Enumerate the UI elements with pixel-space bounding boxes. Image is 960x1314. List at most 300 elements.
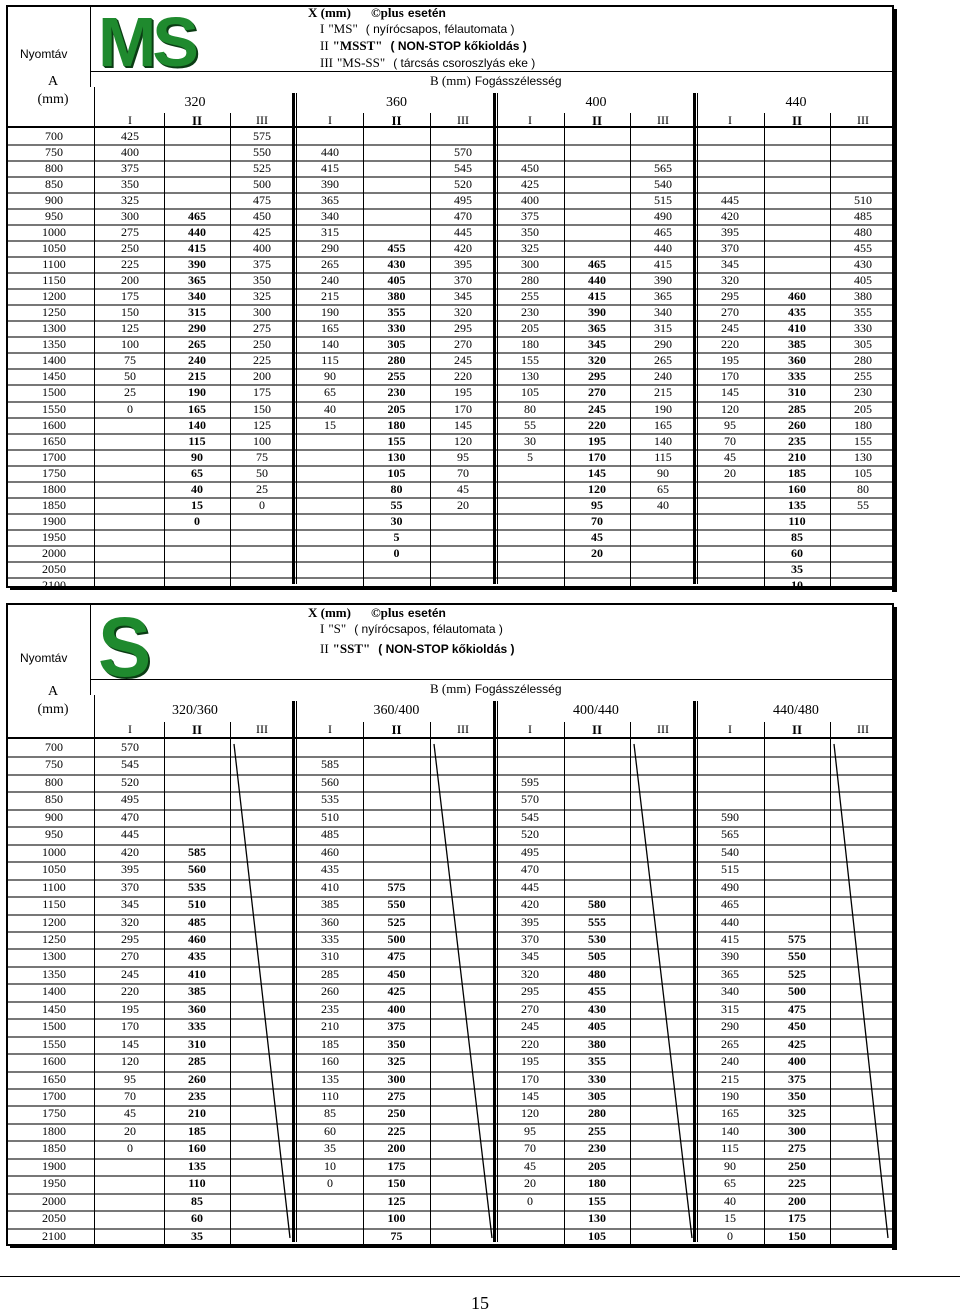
width-value-cell: 450 [253, 209, 271, 224]
width-value-cell: 250 [387, 1106, 406, 1121]
track-width-cell: 1850 [42, 1141, 66, 1156]
width-value-cell: 415 [321, 161, 339, 176]
width-value-cell: 485 [321, 827, 339, 842]
width-value-cell: 525 [387, 914, 406, 929]
width-value-cell: 335 [788, 369, 806, 384]
width-value-cell: 115 [654, 449, 672, 464]
nyomtav-label: Nyomtáv [20, 651, 68, 665]
variant-column-header: I [328, 722, 332, 736]
variant-column-header: II [591, 113, 603, 128]
variant-desc: ( nyírócsapos, félautomata ) [365, 22, 515, 36]
width-value-cell: 90 [191, 449, 203, 464]
width-value-cell: 485 [188, 914, 206, 929]
width-value-cell: 170 [121, 1019, 139, 1034]
variant-roman: I [320, 621, 325, 636]
width-value-cell: 195 [121, 1001, 139, 1016]
width-value-cell: 500 [387, 931, 406, 946]
width-value-cell: 150 [121, 305, 139, 320]
eseten-label: esetén [407, 606, 446, 620]
width-value-cell: 185 [321, 1036, 339, 1051]
width-value-cell: 135 [188, 1158, 206, 1173]
width-value-cell: 430 [588, 1001, 606, 1016]
width-value-cell: 210 [321, 1019, 339, 1034]
width-value-cell: 480 [854, 225, 872, 240]
width-value-cell: 170 [721, 369, 739, 384]
variant-line [320, 641, 515, 657]
width-value-cell: 185 [188, 1123, 206, 1138]
width-value-cell: 270 [721, 305, 739, 320]
variant-column-header: I [328, 113, 332, 127]
width-value-cell: 465 [588, 257, 606, 272]
width-value-cell: 160 [788, 481, 806, 496]
width-value-cell: 110 [321, 1089, 339, 1103]
width-value-cell: 205 [521, 321, 539, 336]
width-value-cell: 10 [324, 1158, 336, 1173]
track-width-cell: 1550 [42, 401, 66, 416]
width-value-cell: 360 [321, 914, 339, 929]
width-value-cell: 300 [121, 209, 139, 224]
width-value-cell: 325 [387, 1054, 406, 1069]
header-rule [90, 71, 892, 72]
width-value-cell: 435 [788, 305, 806, 320]
track-width-cell: 700 [45, 740, 63, 754]
width-value-cell: 205 [854, 401, 872, 416]
width-value-cell: 385 [321, 897, 339, 912]
width-value-cell: 215 [721, 1071, 739, 1086]
width-value-cell: 575 [387, 879, 406, 894]
width-value-cell: 330 [387, 321, 406, 336]
width-value-cell: 400 [788, 1054, 806, 1069]
width-value-cell: 345 [588, 337, 606, 352]
width-value-cell: 30 [390, 513, 403, 528]
track-width-cell: 1350 [42, 966, 66, 981]
track-width-cell: 1900 [42, 1158, 66, 1173]
width-value-cell: 185 [788, 465, 806, 480]
variant-column-header: I [128, 113, 132, 127]
width-value-cell: 500 [788, 984, 806, 999]
variant-line [320, 55, 535, 71]
width-value-cell: 415 [588, 289, 606, 304]
width-value-cell: 70 [524, 1141, 536, 1156]
width-value-cell: 95 [591, 497, 603, 512]
plus-brand: ©plus [370, 5, 404, 20]
width-value-cell: 495 [454, 193, 472, 208]
width-value-cell: 255 [521, 289, 539, 304]
variant-column-header: II [391, 113, 402, 128]
track-width-cell: 1500 [42, 1019, 66, 1034]
width-value-cell: 110 [788, 513, 806, 528]
variant-column-header: III [457, 113, 469, 127]
variant-column-header: II [791, 113, 803, 128]
width-value-cell: 365 [188, 273, 206, 288]
width-value-cell: 105 [387, 465, 406, 480]
width-value-cell: 275 [253, 321, 271, 336]
width-value-cell: 300 [788, 1123, 806, 1138]
width-value-cell: 390 [188, 257, 206, 272]
track-width-cell: 1750 [42, 1106, 66, 1121]
width-value-cell: 550 [253, 145, 271, 160]
width-value-cell: 120 [521, 1106, 539, 1121]
variant-desc: ( nyírócsapos, félautomata ) [354, 622, 503, 636]
width-value-cell: 595 [521, 774, 539, 789]
width-value-cell: 455 [854, 241, 872, 256]
width-value-cell: 285 [188, 1054, 206, 1069]
width-value-cell: 145 [454, 417, 472, 432]
width-value-cell: 220 [121, 984, 139, 999]
width-value-cell: 550 [387, 897, 406, 912]
width-group-header: 400/440 [573, 703, 619, 718]
track-width-cell: 2050 [42, 1211, 66, 1226]
width-value-cell: 390 [654, 273, 672, 288]
variant-roman: II [320, 38, 329, 53]
variant-column-header: III [657, 113, 669, 127]
width-value-cell: 490 [721, 879, 739, 894]
width-value-cell: 250 [253, 337, 271, 352]
header-rule [90, 679, 892, 680]
width-value-cell: 45 [524, 1158, 536, 1173]
track-width-cell: 1300 [42, 321, 66, 336]
width-value-cell: 400 [521, 193, 539, 208]
width-value-cell: 15 [191, 497, 203, 512]
width-value-cell: 465 [654, 225, 672, 240]
width-value-cell: 20 [724, 465, 736, 480]
variant-line [320, 621, 503, 637]
width-value-cell: 130 [588, 1211, 606, 1226]
variant-code: "MS" [328, 21, 358, 36]
width-value-cell: 275 [387, 1089, 406, 1103]
variant-roman: III [320, 55, 333, 70]
width-value-cell: 35 [191, 1228, 203, 1243]
variant-code: "SST" [332, 641, 371, 656]
track-width-cell: 1900 [42, 513, 66, 528]
b-desc: Fogásszélesség [474, 74, 562, 88]
width-value-cell: 560 [188, 862, 206, 877]
width-value-cell: 260 [321, 984, 339, 999]
width-value-cell: 55 [524, 417, 536, 432]
width-value-cell: 440 [654, 241, 672, 256]
width-value-cell: 545 [121, 757, 139, 772]
width-value-cell: 330 [854, 321, 872, 336]
width-value-cell: 395 [721, 225, 739, 240]
a-label: A [47, 74, 59, 89]
width-value-cell: 280 [588, 1106, 606, 1121]
width-value-cell: 285 [788, 401, 806, 416]
track-width-cell: 750 [45, 145, 63, 160]
width-value-cell: 110 [188, 1176, 206, 1191]
width-value-cell: 300 [521, 257, 539, 272]
width-value-cell: 415 [721, 931, 739, 946]
width-value-cell: 140 [654, 433, 672, 448]
track-width-cell: 1700 [42, 449, 66, 464]
x-title: X (mm) [308, 5, 351, 20]
width-value-cell: 190 [654, 401, 672, 416]
width-value-cell: 540 [721, 844, 739, 859]
width-value-cell: 435 [321, 862, 339, 877]
width-value-cell: 300 [253, 305, 271, 320]
width-value-cell: 305 [588, 1089, 606, 1103]
width-value-cell: 20 [124, 1123, 136, 1138]
width-value-cell: 380 [854, 289, 872, 304]
width-value-cell: 125 [121, 321, 139, 336]
width-value-cell: 60 [191, 1211, 203, 1226]
width-value-cell: 320 [521, 966, 539, 981]
width-value-cell: 280 [854, 353, 872, 368]
width-value-cell: 400 [387, 1001, 406, 1016]
width-value-cell: 250 [788, 1158, 806, 1173]
width-value-cell: 50 [256, 465, 268, 480]
width-value-cell: 585 [321, 757, 339, 772]
width-value-cell: 245 [521, 1019, 539, 1034]
width-value-cell: 370 [454, 273, 472, 288]
x-title-line [308, 5, 446, 21]
width-value-cell: 325 [788, 1106, 806, 1121]
width-value-cell: 25 [124, 385, 136, 400]
track-width-cell: 1600 [42, 417, 66, 432]
width-value-cell: 115 [188, 433, 206, 448]
track-width-cell: 1750 [42, 465, 66, 480]
variant-desc: ( NON-STOP kőkioldás ) [390, 39, 527, 53]
width-value-cell: 35 [324, 1141, 336, 1156]
width-value-cell: 90 [324, 369, 336, 384]
width-value-cell: 325 [121, 193, 139, 208]
width-value-cell: 175 [253, 385, 271, 400]
track-width-cell: 900 [45, 809, 63, 824]
width-value-cell: 345 [721, 257, 739, 272]
nyomtav-divider [90, 603, 91, 695]
width-value-cell: 205 [588, 1158, 606, 1173]
width-value-cell: 125 [253, 417, 271, 432]
width-value-cell: 135 [788, 497, 806, 512]
table-shadow-bottom [10, 1244, 897, 1248]
width-value-cell: 310 [321, 949, 339, 964]
width-value-cell: 105 [854, 465, 872, 480]
width-value-cell: 570 [521, 792, 539, 807]
variant-column-header: III [256, 113, 268, 127]
width-value-cell: 330 [588, 1071, 606, 1086]
width-value-cell: 0 [327, 1176, 333, 1191]
width-value-cell: 400 [121, 145, 139, 160]
width-value-cell: 155 [387, 433, 406, 448]
width-value-cell: 160 [188, 1141, 206, 1156]
width-value-cell: 265 [188, 337, 206, 352]
width-value-cell: 45 [124, 1106, 136, 1121]
width-value-cell: 85 [191, 1193, 203, 1208]
width-value-cell: 410 [788, 321, 806, 336]
width-value-cell: 510 [188, 897, 206, 912]
width-value-cell: 375 [253, 257, 271, 272]
width-group-header: 360/400 [373, 703, 420, 718]
width-value-cell: 390 [588, 305, 606, 320]
width-value-cell: 140 [188, 417, 206, 432]
track-width-cell: 1300 [42, 949, 66, 964]
width-value-cell: 515 [654, 193, 672, 208]
width-value-cell: 340 [188, 289, 206, 304]
width-value-cell: 315 [654, 321, 672, 336]
width-value-cell: 75 [124, 353, 136, 368]
width-value-cell: 85 [791, 529, 803, 544]
width-value-cell: 95 [124, 1071, 136, 1086]
variant-code: "MSST" [332, 38, 383, 53]
width-value-cell: 400 [253, 241, 271, 256]
width-value-cell: 540 [654, 177, 672, 192]
width-value-cell: 350 [121, 177, 139, 192]
width-value-cell: 270 [521, 1001, 539, 1016]
width-value-cell: 465 [188, 209, 206, 224]
width-value-cell: 5 [527, 449, 533, 464]
not-available-diagonal [230, 740, 294, 1242]
width-value-cell: 545 [454, 161, 472, 176]
width-value-cell: 60 [791, 545, 803, 560]
width-value-cell: 255 [387, 369, 406, 384]
width-value-cell: 425 [253, 225, 271, 240]
width-value-cell: 0 [527, 1193, 533, 1208]
width-value-cell: 425 [387, 984, 406, 999]
width-value-cell: 495 [521, 844, 539, 859]
width-value-cell: 295 [588, 369, 606, 384]
width-value-cell: 350 [387, 1036, 406, 1051]
width-value-cell: 295 [721, 289, 739, 304]
width-value-cell: 450 [387, 966, 406, 981]
width-value-cell: 470 [521, 862, 539, 877]
width-value-cell: 125 [387, 1193, 406, 1208]
width-value-cell: 85 [324, 1106, 336, 1121]
track-width-cell: 1450 [42, 1001, 66, 1016]
width-value-cell: 265 [654, 353, 672, 368]
width-value-cell: 20 [591, 545, 603, 560]
track-width-cell: 1250 [42, 931, 66, 946]
width-value-cell: 475 [788, 1001, 806, 1016]
width-value-cell: 365 [588, 321, 606, 336]
width-value-cell: 295 [521, 984, 539, 999]
width-value-cell: 375 [788, 1071, 806, 1086]
width-value-cell: 570 [121, 740, 139, 754]
width-value-cell: 115 [321, 353, 339, 368]
width-value-cell: 305 [387, 337, 406, 352]
width-value-cell: 195 [588, 433, 606, 448]
width-value-cell: 200 [121, 273, 139, 288]
track-width-cell: 800 [45, 161, 63, 176]
width-value-cell: 355 [854, 305, 872, 320]
not-available-diagonal [830, 740, 892, 1242]
width-value-cell: 495 [121, 792, 139, 807]
variant-column-header: II [591, 722, 603, 737]
width-value-cell: 445 [721, 193, 739, 208]
width-value-cell: 240 [188, 353, 206, 368]
width-value-cell: 395 [121, 862, 139, 877]
width-value-cell: 120 [454, 433, 472, 448]
width-value-cell: 75 [256, 449, 268, 464]
variant-code: "MS-SS" [337, 55, 386, 70]
width-value-cell: 525 [253, 161, 271, 176]
variant-column-header: III [457, 722, 469, 736]
a-column-divider [94, 695, 95, 1244]
width-value-cell: 265 [321, 257, 339, 272]
variant-line [320, 38, 527, 54]
width-value-cell: 20 [457, 497, 469, 512]
track-width-cell: 1950 [42, 529, 66, 544]
width-value-cell: 130 [387, 449, 406, 464]
width-value-cell: 190 [188, 385, 206, 400]
width-value-cell: 415 [654, 257, 672, 272]
width-value-cell: 295 [454, 321, 472, 336]
width-value-cell: 0 [127, 1141, 133, 1156]
width-group-header: 320 [184, 95, 206, 110]
width-value-cell: 360 [788, 353, 806, 368]
width-value-cell: 230 [854, 385, 872, 400]
width-value-cell: 175 [387, 1158, 406, 1173]
width-value-cell: 370 [521, 931, 539, 946]
track-width-cell: 2050 [42, 561, 66, 576]
width-value-cell: 0 [259, 497, 265, 512]
width-value-cell: 380 [387, 289, 406, 304]
width-value-cell: 355 [588, 1054, 606, 1069]
width-value-cell: 80 [390, 481, 403, 496]
width-value-cell: 515 [721, 862, 739, 877]
width-value-cell: 65 [324, 385, 336, 400]
width-value-cell: 265 [721, 1036, 739, 1051]
not-available-diagonal [630, 740, 696, 1242]
width-value-cell: 95 [724, 417, 736, 432]
track-width-cell: 1800 [42, 481, 66, 496]
variant-column-header: II [791, 722, 803, 737]
width-value-cell: 275 [788, 1141, 806, 1156]
width-value-cell: 0 [194, 513, 200, 528]
row-stripe [6, 529, 892, 531]
width-value-cell: 475 [253, 193, 271, 208]
width-value-cell: 470 [121, 809, 139, 824]
width-value-cell: 535 [321, 792, 339, 807]
width-value-cell: 445 [521, 879, 539, 894]
width-value-cell: 55 [857, 497, 869, 512]
width-value-cell: 440 [321, 145, 339, 160]
width-value-cell: 295 [121, 931, 139, 946]
track-width-cell: 1100 [42, 257, 66, 272]
width-value-cell: 290 [721, 1019, 739, 1034]
width-value-cell: 70 [457, 465, 469, 480]
width-value-cell: 500 [253, 177, 271, 192]
width-value-cell: 200 [788, 1193, 806, 1208]
width-value-cell: 305 [854, 337, 872, 352]
width-value-cell: 455 [387, 241, 406, 256]
track-width-cell: 700 [45, 129, 63, 143]
width-group-header: 440 [785, 95, 807, 110]
variant-column-header: III [857, 113, 869, 127]
width-value-cell: 220 [521, 1036, 539, 1051]
width-value-cell: 230 [588, 1141, 606, 1156]
width-value-cell: 490 [654, 209, 672, 224]
width-value-cell: 15 [724, 1211, 736, 1226]
width-value-cell: 335 [188, 1019, 206, 1034]
width-value-cell: 510 [321, 809, 339, 824]
width-value-cell: 425 [521, 177, 539, 192]
width-value-cell: 450 [521, 161, 539, 176]
ms-table [6, 3, 894, 592]
width-value-cell: 160 [321, 1054, 339, 1069]
track-width-cell: 1150 [42, 897, 66, 912]
track-width-cell: 1450 [42, 369, 66, 384]
width-value-cell: 280 [521, 273, 539, 288]
width-value-cell: 460 [321, 844, 339, 859]
width-value-cell: 450 [788, 1019, 806, 1034]
track-width-cell: 900 [45, 193, 63, 208]
width-value-cell: 370 [721, 241, 739, 256]
b-title-line [430, 73, 562, 89]
b-title: B (mm) [430, 73, 471, 88]
nyomtav-divider [90, 5, 91, 87]
width-value-cell: 65 [191, 465, 203, 480]
width-value-cell: 40 [324, 401, 336, 416]
track-width-cell: 1500 [42, 385, 66, 400]
